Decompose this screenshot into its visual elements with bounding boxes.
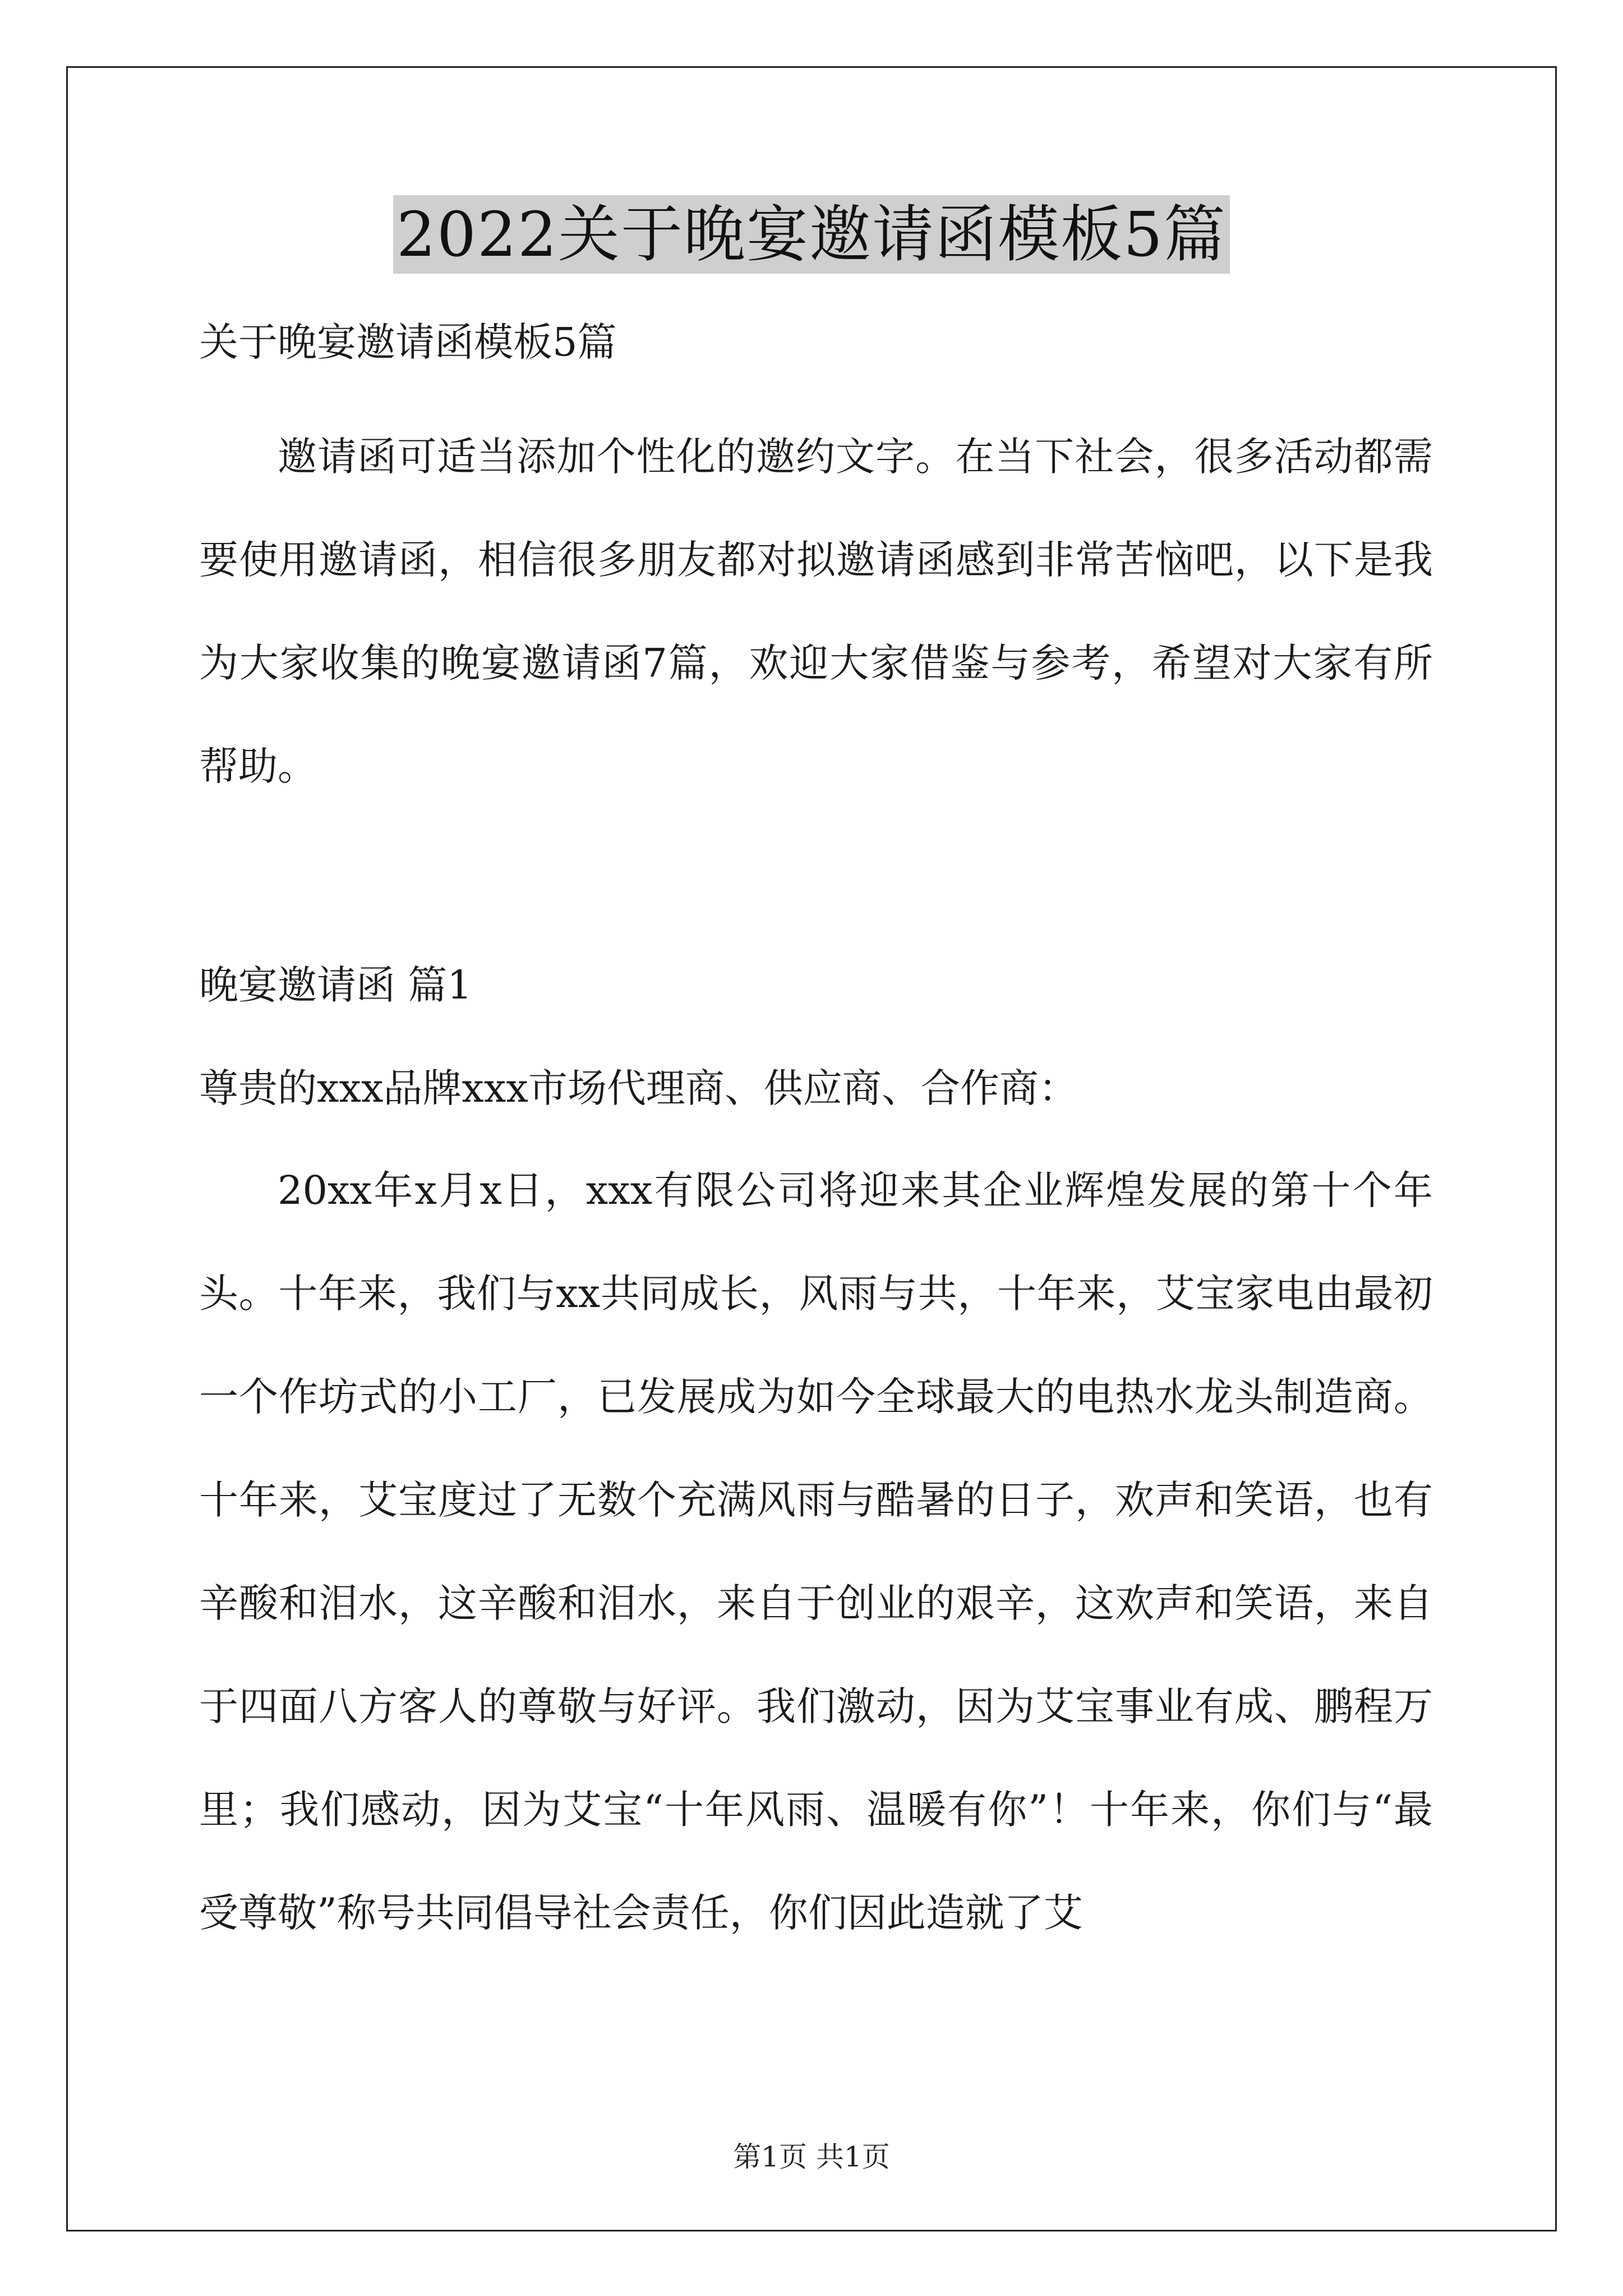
body-paragraph: 20xx年x月x日，xxx有限公司将迎来其企业辉煌发展的第十个年头。十年来，我们与xx共同成长，风雨与共，十年来，艾宝家电由最初一个作坊式的小工厂，已发展成为如今全球最大的电热水龙头制造商。十年来，艾宝度过了无数个充满风雨与酷暑的日子，欢声和笑语，也有辛酸和泪水，这辛酸和泪水，来自于创业的艰辛，这欢声和笑语，来自于四面八方客人的尊敬与好评。我们激动，因为艾宝事业有成、鹏程万里；我们感动，因为艾宝“十年风雨、温暖有你”！十年来，你们与“最受尊敬”称号共同倡导社会责任，你们因此造就了艾 (199, 1167, 1433, 1936)
intro-paragraph: 邀请函可适当添加个性化的邀约文字。在当下社会，很多活动都需要使用邀请函，相信很多朋友都对拟邀请函感到非常苦恼吧，以下是我为大家收集的晚宴邀请函7篇，欢迎大家借鉴与参考，希望对大家有所帮助。 (199, 434, 1433, 789)
document-subtitle: 关于晚宴邀请函模板5篇 (199, 319, 617, 365)
page-footer: 第1页 共1页 (733, 2141, 890, 2173)
salutation-line: 尊贵的xxx品牌xxx市场代理商、供应商、合作商： (199, 1065, 1078, 1111)
document-title: 2022关于晚宴邀请函模板5篇 (393, 195, 1230, 274)
document-body (199, 314, 1433, 1964)
section-heading: 晚宴邀请函 篇1 (199, 962, 472, 1008)
title-container (0, 195, 1623, 274)
